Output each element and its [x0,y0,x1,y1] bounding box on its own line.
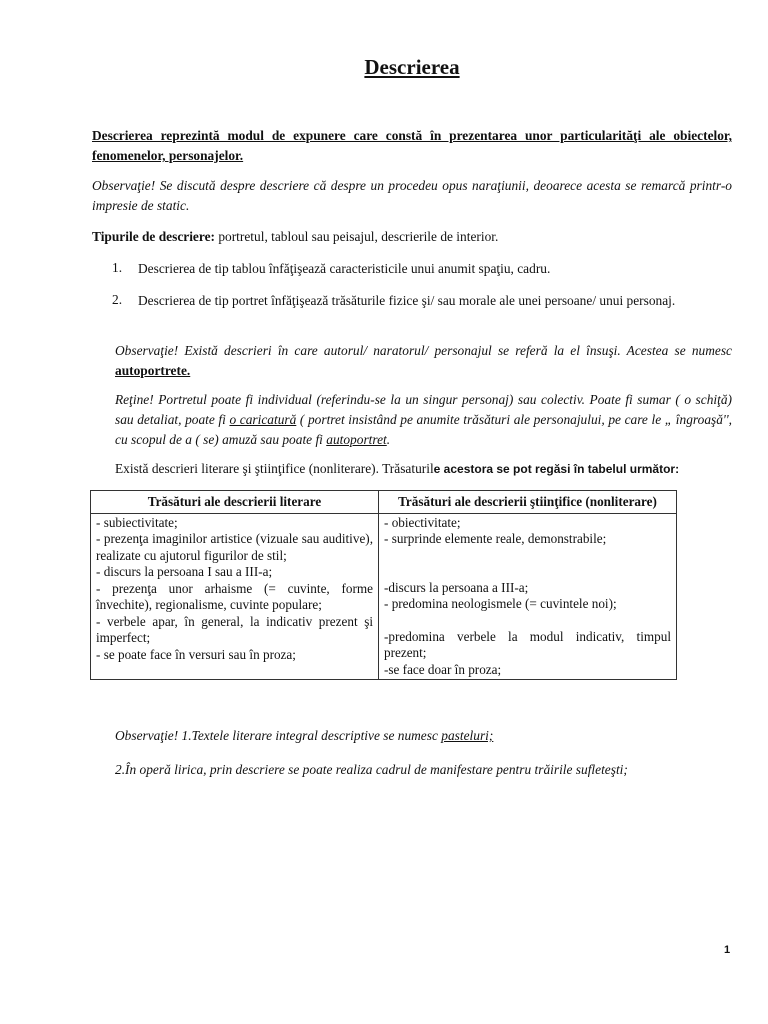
types-text: portretul, tabloul sau peisajul, descrierile de interior. [214,229,499,244]
spacer [384,548,671,564]
literary-trait: - se poate face în versuri sau în proza; [96,646,296,662]
table-header-scientific: Trăsături ale descrierii ştiinţifice (nonliterare) [379,491,677,514]
table-row [91,513,677,680]
list-item-text: Descrierea de tip tablou înfăţişează caracteristicile unui anumit spaţiu, cadru. [138,261,551,276]
types-paragraph [92,227,732,246]
retine-text-1: Reţine! Portretul poate fi individual (referindu-se la un singur personaj) sau colectiv. Poate fi sumar ( o schiţă) sau detaliat, poate fi [115,392,732,427]
scientific-trait: -se face doar în proza; [384,661,502,677]
exista-text-1: Există descrieri literare şi ştiinţifice (nonliterare). Trăsaturil [115,461,434,476]
observation-paragraph-2 [115,341,732,381]
literary-trait: - subiectivitate; [96,514,178,530]
literary-trait: - prezenţa imaginilor artistice (vizuale sau auditive), realizate cu ajutorul figurilor de stil; [96,531,373,563]
exista-paragraph [115,459,755,479]
literary-trait: - prezenţa unor arhaisme (= cuvinte, forme învechite), regionalisme, cuvinte populare; [96,580,373,612]
traits-table [90,490,677,680]
list-item-number: 2. [112,292,123,307]
observation2-term: autoportrete. [115,363,191,378]
page-number: 1 [724,944,731,956]
definition-paragraph: Descrierea reprezintă modul de expunere care constă în prezentarea unor particularităţi ale obiectelor, fenomenelor, personajelor. [92,128,732,163]
table-cell-scientific [379,513,677,680]
observation3-term: pasteluri; [441,728,494,743]
scientific-trait: -predomina verbele la modul indicativ, timpul prezent; [384,628,671,660]
retine-term-autoportret: autoportret [326,432,387,447]
spacer [384,564,671,580]
retine-paragraph [115,390,732,450]
list-item-number: 1. [112,260,123,275]
page-title: Descrierea [364,55,460,79]
observation-paragraph-4: 2.În operă lirica, prin descriere se poate realiza cadrul de manifestare pentru trăirile sufleteşti; [115,762,628,777]
retine-text-2: ( portret insistând pe anumite trăsături ale personajului, pe care le „ îngroaşă'', cu scopul de a ( se) amuză sau poate fi [115,412,732,447]
table-header-literary: Trăsături ale descrierii literare [91,491,379,514]
literary-trait: - verbele apar, în general, la indicativ prezent şi imperfect; [96,613,373,645]
scientific-trait: -discurs la persoana a III-a; [384,579,529,595]
observation3-text: Observaţie! 1.Textele literare integral descriptive se numesc [115,728,442,743]
exista-text-2: e acestora se pot regăsi în tabelul următor: [433,462,680,476]
scientific-trait: - obiectivitate; [384,514,461,530]
types-label: Tipurile de descriere: [92,229,215,244]
table-header-row [91,491,677,514]
observation2-text: Observaţie! Există descrieri în care autorul/ naratorul/ personajul se referă la el însuşi. Acestea se numesc [115,343,732,358]
table-cell-literary [91,513,379,680]
retine-term-caricatura: o caricatură [229,412,297,427]
list-item-text: Descrierea de tip portret înfăţişează trăsăturile fizice şi/ sau morale ale unei persoane/ unui personaj. [138,293,676,308]
spacer [384,613,671,629]
retine-end: . [386,432,391,447]
scientific-trait: - predomina neologismele (= cuvintele noi); [384,596,617,611]
literary-trait: - discurs la persoana I sau a III-a; [96,564,273,579]
observation-paragraph-3 [115,726,755,745]
scientific-trait: - surprinde elemente reale, demonstrabile; [384,531,607,546]
observation-paragraph-1: Observaţie! Se discută despre descriere că despre un procedeu opus naraţiunii, deoarece acesta se remarcă printr-o impresie de static. [92,178,732,213]
